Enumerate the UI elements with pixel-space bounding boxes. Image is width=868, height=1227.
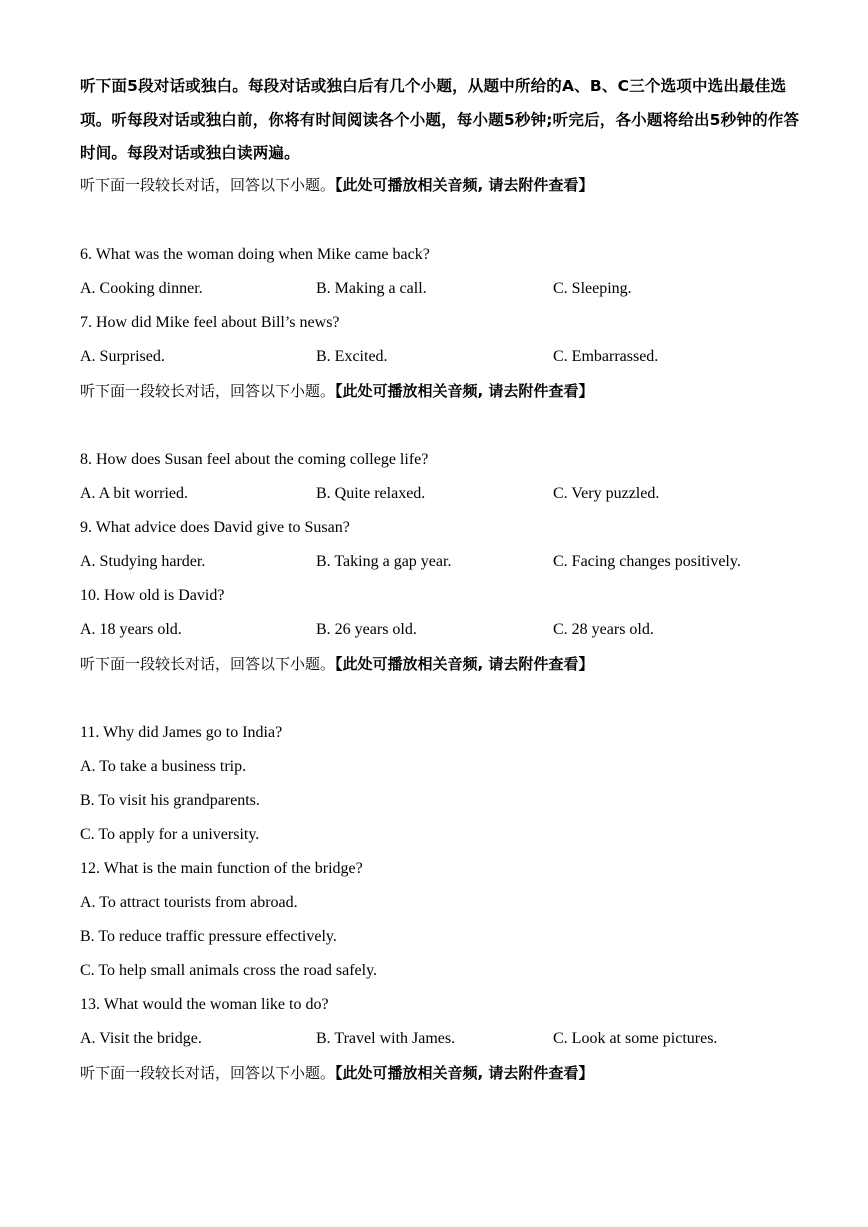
audio-attachment-link[interactable]: 【此处可播放相关音频, 请去附件查看】 — [335, 1064, 594, 1082]
option-b[interactable]: B. Taking a gap year. — [316, 553, 452, 570]
option-a[interactable]: A. To take a business trip. — [80, 758, 247, 775]
option-b[interactable]: B. To visit his grandparents. — [80, 792, 260, 809]
question-stem: 10. How old is David? — [80, 587, 225, 604]
audio-note-text: 听下面一段较长对话，回答以下小题。 — [80, 1064, 336, 1082]
question-stem: 6. What was the woman doing when Mike came back? — [80, 246, 430, 263]
option-c[interactable]: C. Sleeping. — [553, 280, 632, 297]
option-c[interactable]: C. Embarrassed. — [553, 348, 659, 365]
option-b[interactable]: B. To reduce traffic pressure effectively. — [80, 928, 337, 945]
option-row — [80, 552, 800, 572]
option-row — [80, 1029, 800, 1049]
audio-attachment-link[interactable]: 【此处可播放相关音频, 请去附件查看】 — [335, 655, 594, 673]
audio-note-text: 听下面一段较长对话，回答以下小题。 — [80, 655, 336, 673]
option-b[interactable]: B. Quite relaxed. — [316, 485, 426, 502]
option-row — [80, 347, 800, 367]
question-stem: 9. What advice does David give to Susan? — [80, 519, 350, 536]
option-a[interactable]: A. 18 years old. — [80, 621, 182, 638]
option-c[interactable]: C. Look at some pictures. — [553, 1030, 718, 1047]
audio-note — [80, 654, 593, 674]
option-c[interactable]: C. To help small animals cross the road safely. — [80, 962, 378, 979]
question-stem: 13. What would the woman like to do? — [80, 996, 329, 1013]
audio-note-text: 听下面一段较长对话，回答以下小题。 — [80, 176, 336, 194]
question-stem: 8. How does Susan feel about the coming college life? — [80, 451, 429, 468]
option-a[interactable]: A. To attract tourists from abroad. — [80, 894, 298, 911]
option-c[interactable]: C. Facing changes positively. — [553, 553, 741, 570]
option-b[interactable]: B. 26 years old. — [316, 621, 417, 638]
option-c[interactable]: C. 28 years old. — [553, 621, 654, 638]
option-b[interactable]: B. Excited. — [316, 348, 388, 365]
audio-note-text: 听下面一段较长对话，回答以下小题。 — [80, 382, 336, 400]
audio-attachment-link[interactable]: 【此处可播放相关音频, 请去附件查看】 — [335, 176, 594, 194]
section-instructions: 听下面5段对话或独白。每段对话或独白后有几个小题，从题中所给的A、B、C三个选项中选出最佳选项。听每段对话或独白前，你将有时间阅读各个小题，每小题5秒钟;听完后，各小题将给出5秒钟的作答时间。每段对话或独白读两遍。 — [80, 77, 800, 162]
question-stem: 7. How did Mike feel about Bill’s news? — [80, 314, 340, 331]
audio-note — [80, 1063, 593, 1083]
option-a[interactable]: A. Visit the bridge. — [80, 1030, 202, 1047]
option-row — [80, 279, 800, 299]
option-row — [80, 484, 800, 504]
option-b[interactable]: B. Making a call. — [316, 280, 427, 297]
question-stem: 12. What is the main function of the bridge? — [80, 860, 363, 877]
option-b[interactable]: B. Travel with James. — [316, 1030, 456, 1047]
option-a[interactable]: A. Surprised. — [80, 348, 165, 365]
question-stem: 11. Why did James go to India? — [80, 724, 283, 741]
option-c[interactable]: C. To apply for a university. — [80, 826, 260, 843]
option-row — [80, 620, 800, 640]
option-c[interactable]: C. Very puzzled. — [553, 485, 660, 502]
audio-note — [80, 381, 593, 401]
audio-note — [80, 175, 593, 195]
option-a[interactable]: A. A bit worried. — [80, 485, 188, 502]
audio-attachment-link[interactable]: 【此处可播放相关音频, 请去附件查看】 — [335, 382, 594, 400]
option-a[interactable]: A. Studying harder. — [80, 553, 206, 570]
option-a[interactable]: A. Cooking dinner. — [80, 280, 203, 297]
